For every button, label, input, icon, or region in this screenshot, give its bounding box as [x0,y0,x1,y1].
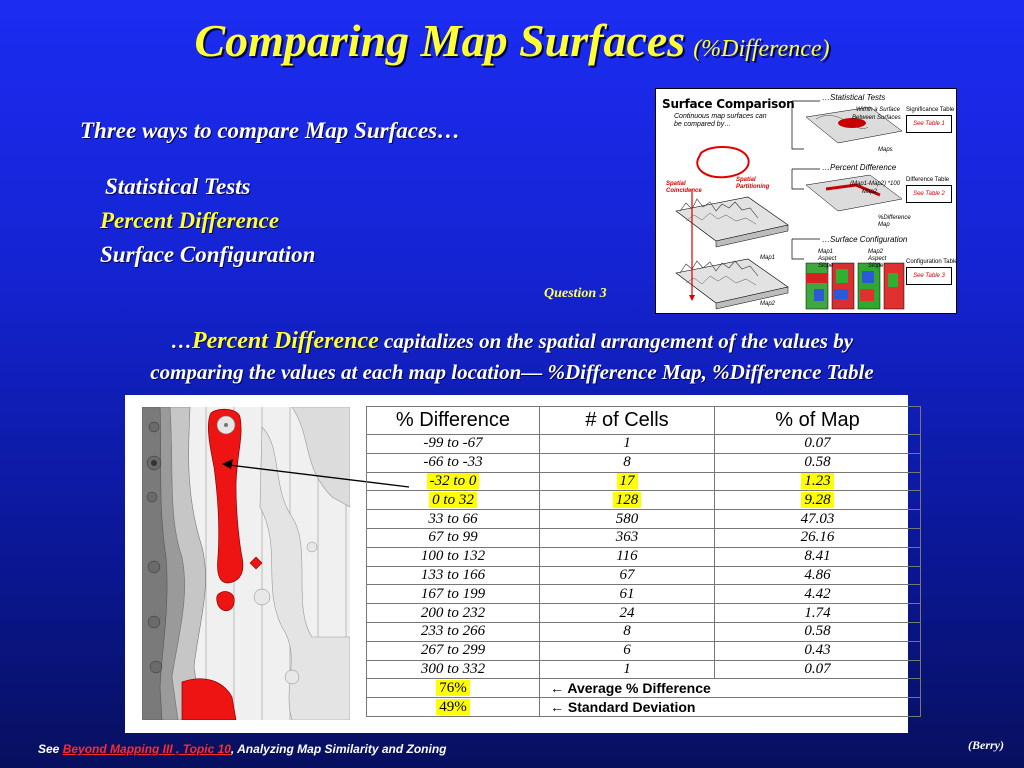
thumbnail-table1-ref: See Table 1 [913,121,945,127]
thumbnail-table2-ref: See Table 2 [913,191,945,197]
question-label: Question 3 [544,286,607,301]
cell-pct: 4.42 [715,585,921,604]
cell-pct: 9.28 [715,491,921,510]
cell-cells: 67 [540,566,715,585]
cell-pct: 0.07 [715,435,921,454]
thumbnail-section-statistical: …Statistical Tests [822,93,886,102]
table-row [367,566,921,585]
cell-pct: 0.43 [715,641,921,660]
table-row [367,622,921,641]
percent-difference-table [366,406,921,717]
header-num-cells: # of Cells [540,407,715,435]
lead-text: Three ways to compare Map Surfaces… [80,118,461,143]
cell-pct: 8.41 [715,547,921,566]
slide-title [0,14,1024,67]
cell-pct: 0.07 [715,660,921,679]
title-main: Comparing Map Surfaces [194,15,686,66]
table-row [367,491,921,510]
cell-cells: 1 [540,660,715,679]
surface-comparison-thumbnail [655,88,957,314]
title-subtitle: (%Difference) [693,36,830,62]
thumbnail-label-pd-map: %Difference Map [878,215,911,228]
thumbnail-title: Surface Comparison [662,97,795,111]
summary-value: 49% [367,698,540,717]
table-row [367,472,921,491]
thumbnail-label-coincidence: Spatial Coincidence [666,181,702,194]
cell-range: 0 to 32 [367,491,540,510]
table-body [367,435,921,679]
cell-cells: 17 [540,472,715,491]
table-row [367,435,921,454]
description-line2: comparing the values at each map location— %Difference Map, %Difference Table [150,360,874,384]
table-row [367,547,921,566]
thumbnail-table1-caption: Significance Table [906,107,955,113]
cell-pct: 0.58 [715,622,921,641]
cell-range: 33 to 66 [367,510,540,529]
thumbnail-label-map2: Map2 [760,301,776,307]
cell-range: 200 to 232 [367,604,540,623]
thumbnail-label-map1: Map1 [760,255,776,261]
cell-range: 300 to 332 [367,660,540,679]
summary-row [367,679,921,698]
cell-range: 167 to 199 [367,585,540,604]
cell-pct: 0.58 [715,453,921,472]
method-percent-difference: Percent Difference [100,208,280,233]
thumbnail-label-within: Within a Surface [856,107,900,113]
cell-range: -32 to 0 [367,472,540,491]
cell-cells: 128 [540,491,715,510]
footer-prefix: See [38,742,63,756]
description-prefix: … [170,329,192,353]
cell-range: 67 to 99 [367,528,540,547]
cell-cells: 1 [540,435,715,454]
summary-label: ← Standard Deviation [540,698,921,717]
table-row [367,604,921,623]
description [40,326,984,388]
thumbnail-label-formula-den: Map2 [862,189,878,195]
thumbnail-table2-caption: Difference Table [906,177,950,183]
cell-cells: 116 [540,547,715,566]
footer-suffix: , Analyzing Map Similarity and Zoning [230,742,447,756]
thumbnail-label-map2-aspect: Map2 Aspect Slope [868,249,887,269]
cell-range: -66 to -33 [367,453,540,472]
summary-row [367,698,921,717]
cell-pct: 4.86 [715,566,921,585]
thumbnail-label-maps: Maps [878,147,893,153]
thumbnail-label-partitioning: Spatial Partitioning [736,177,770,190]
cell-range: 100 to 132 [367,547,540,566]
description-line1: capitalizes on the spatial arrangement of the values by [378,329,854,353]
thumbnail-table2-box [906,185,952,203]
cell-cells: 580 [540,510,715,529]
cell-cells: 6 [540,641,715,660]
table-row [367,528,921,547]
summary-label: ← Average % Difference [540,679,921,698]
method-statistical-tests: Statistical Tests [105,174,251,199]
description-highlight: Percent Difference [191,328,379,354]
method-surface-configuration: Surface Configuration [100,242,316,267]
header-percent-of-map: % of Map [715,407,921,435]
table-summary [367,679,921,717]
cell-range: -99 to -67 [367,435,540,454]
table-row [367,660,921,679]
header-percent-difference: % Difference [367,407,540,435]
thumbnail-table3-caption: Configuration Table [906,259,958,265]
cell-cells: 8 [540,622,715,641]
thumbnail-table3-box [906,267,952,285]
cell-cells: 61 [540,585,715,604]
cell-pct: 26.16 [715,528,921,547]
cell-cells: 363 [540,528,715,547]
table-row [367,641,921,660]
thumbnail-section-configuration: …Surface Configuration [822,235,908,244]
thumbnail-table1-box [906,115,952,133]
table-row [367,585,921,604]
thumbnail-label-between: Between Surfaces [852,115,901,121]
summary-value: 76% [367,679,540,698]
footer-reference [38,742,447,756]
difference-figure [125,395,908,733]
table-row [367,453,921,472]
thumbnail-label-map1-aspect: Map1 Aspect Slope [818,249,837,269]
cell-range: 233 to 266 [367,622,540,641]
cell-pct: 1.74 [715,604,921,623]
cell-pct: 47.03 [715,510,921,529]
cell-range: 267 to 299 [367,641,540,660]
cell-pct: 1.23 [715,472,921,491]
author-credit: (Berry) [968,738,1004,752]
thumbnail-note: Continuous map surfaces can be compared by… [674,113,767,128]
thumbnail-section-percent: …Percent Difference [822,163,897,172]
cell-cells: 8 [540,453,715,472]
cell-range: 133 to 166 [367,566,540,585]
thumbnail-label-formula: (Map1-Map2) *100 [850,181,901,187]
table-header-row [367,407,921,435]
table-row [367,510,921,529]
thumbnail-table3-ref: See Table 3 [913,273,945,279]
cell-cells: 24 [540,604,715,623]
footer-link[interactable]: Beyond Mapping III , Topic 10 [62,742,231,756]
